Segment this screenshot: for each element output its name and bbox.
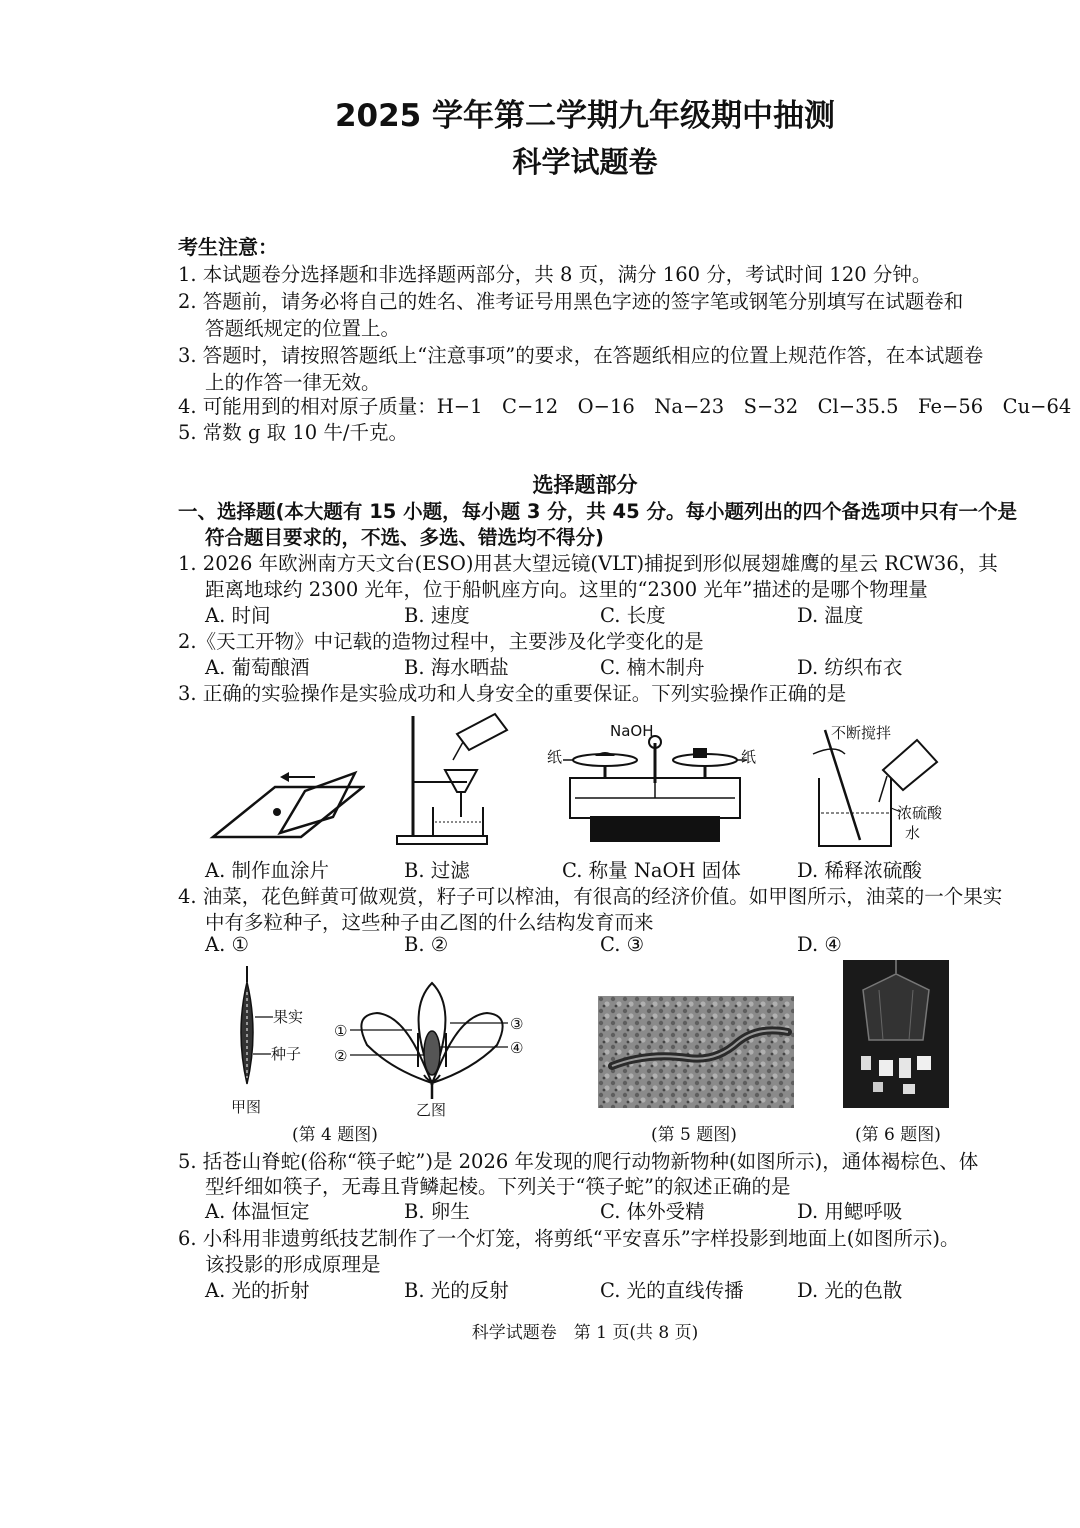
blood-smear-figure <box>205 755 365 845</box>
q3-option-b: B. 过滤 <box>404 859 470 882</box>
q6-option-a: A. 光的折射 <box>205 1279 310 1302</box>
notice-item-3: 3. 答题时，请按照答题纸上“注意事项”的要求，在答题纸相应的位置上规范作答，在本试题卷 <box>178 344 984 367</box>
exam-title: 2025 学年第二学期九年级期中抽测 <box>334 98 836 134</box>
q2-stem: 2.《天工开物》中记载的造物过程中，主要涉及化学变化的是 <box>178 630 704 653</box>
paper-left-label: 纸 <box>547 748 563 766</box>
q3-option-c: C. 称量 NaOH 固体 <box>562 859 741 882</box>
q5-option-c: C. 体外受精 <box>600 1200 705 1223</box>
notice-item-4: 4. 可能用到的相对原子质量：H−1 C−12 O−16 Na−23 S−32 Cl−35.5 Fe−56 Cu−64 <box>178 395 1072 418</box>
section-heading: 选择题部分 <box>532 473 638 497</box>
q6-option-c: C. 光的直线传播 <box>600 1279 744 1302</box>
q1-stem: 1. 2026 年欧洲南方天文台(ESO)用甚大望远镜(VLT)捕捉到形似展翅雄鹰的星云 RCW36，其 <box>178 552 998 575</box>
snake-photo <box>598 996 794 1108</box>
naoh-label: NaOH <box>610 722 654 740</box>
stir-label: 不断搅拌 <box>831 724 892 742</box>
q1-stem-cont: 距离地球约 2300 光年，位于船帆座方向。这里的“2300 光年”描述的是哪个物理量 <box>205 578 928 601</box>
q6-stem: 6. 小科用非遗剪纸技艺制作了一个灯笼，将剪纸“平安喜乐”字样投影到地面上(如图所示)。 <box>178 1227 960 1250</box>
q2-option-a: A. 葡萄酿酒 <box>205 656 310 679</box>
q2-option-c: C. 楠木制舟 <box>600 656 705 679</box>
filtration-figure <box>395 712 510 847</box>
label-n1: ① <box>334 1022 348 1040</box>
acid-label: 浓硫酸 <box>897 804 943 822</box>
flower-figure <box>332 975 532 1117</box>
q1-option-a: A. 时间 <box>205 604 271 627</box>
q3-option-d: D. 稀释浓硫酸 <box>797 859 922 882</box>
label-n4: ④ <box>510 1039 524 1057</box>
q5-stem-cont: 型纤细如筷子，无毒且背鳞起棱。下列关于“筷子蛇”的叙述正确的是 <box>205 1175 791 1198</box>
q1-option-d: D. 温度 <box>797 604 864 627</box>
water-label: 水 <box>905 824 921 842</box>
fig6-caption: (第 6 题图) <box>855 1125 941 1145</box>
notice-item-2-cont: 答题纸规定的位置上。 <box>205 317 401 340</box>
notice-heading: 考生注意： <box>178 235 278 259</box>
yi-label: 乙图 <box>416 1101 447 1117</box>
q6-option-d: D. 光的色散 <box>797 1279 903 1302</box>
section-instruction-cont: 符合题目要求的，不选、多选、错选均不得分) <box>205 526 604 549</box>
exam-subtitle: 科学试题卷 <box>512 145 658 179</box>
balance-figure <box>545 718 765 848</box>
fig5-caption: (第 5 题图) <box>651 1125 737 1145</box>
q6-stem-cont: 该投影的形成原理是 <box>205 1253 381 1276</box>
q5-stem: 5. 括苍山脊蛇(俗称“筷子蛇”)是 2026 年发现的爬行动物新物种(如图所示)，通体褐棕色、体 <box>178 1150 979 1173</box>
q6-option-b: B. 光的反射 <box>404 1279 509 1302</box>
q3-option-a: A. 制作血涂片 <box>205 859 329 882</box>
notice-item-1: 1. 本试题卷分选择题和非选择题两部分，共 8 页，满分 160 分，考试时间 120 分钟。 <box>178 263 932 286</box>
section-instruction: 一、选择题(本大题有 15 小题，每小题 3 分，共 45 分。每小题列出的四个备选项中只有一个是 <box>178 500 1017 523</box>
seed-label: 种子 <box>271 1045 302 1063</box>
q5-option-a: A. 体温恒定 <box>205 1200 310 1223</box>
q4-stem: 4. 油菜，花色鲜黄可做观赏，籽子可以榨油，有很高的经济价值。如甲图所示，油菜的一个果实 <box>178 885 1003 908</box>
jia-label: 甲图 <box>231 1098 262 1116</box>
fig4-caption: (第 4 题图) <box>292 1125 378 1145</box>
fruit-label: 果实 <box>273 1008 304 1026</box>
q5-option-b: B. 卵生 <box>404 1200 470 1223</box>
q4-option-d: D. ④ <box>797 933 842 956</box>
q3-stem: 3. 正确的实验操作是实验成功和人身安全的重要保证。下列实验操作正确的是 <box>178 682 847 705</box>
q4-option-a: A. ① <box>205 933 249 956</box>
q5-option-d: D. 用鳃呼吸 <box>797 1200 903 1223</box>
lantern-photo <box>843 960 949 1108</box>
label-n3: ③ <box>510 1015 524 1033</box>
q1-option-b: B. 速度 <box>404 604 470 627</box>
pod-figure <box>225 962 315 1117</box>
notice-item-5: 5. 常数 g 取 10 牛/千克。 <box>178 421 408 444</box>
q4-option-c: C. ③ <box>600 933 645 956</box>
q1-option-c: C. 长度 <box>600 604 666 627</box>
q2-option-b: B. 海水晒盐 <box>404 656 509 679</box>
paper-right-label: 纸 <box>741 748 757 766</box>
q4-option-b: B. ② <box>404 933 449 956</box>
q4-stem-cont: 中有多粒种子，这些种子由乙图的什么结构发育而来 <box>205 911 654 934</box>
label-n2: ② <box>334 1047 348 1065</box>
notice-item-2: 2. 答题前，请务必将自己的姓名、准考证号用黑色字迹的签字笔或钢笔分别填写在试题卷和 <box>178 290 964 313</box>
dilute-acid-figure <box>805 718 965 850</box>
q2-option-d: D. 纺织布衣 <box>797 656 903 679</box>
notice-item-3-cont: 上的作答一律无效。 <box>205 371 381 394</box>
page-footer: 科学试题卷 第 1 页(共 8 页) <box>471 1323 699 1343</box>
